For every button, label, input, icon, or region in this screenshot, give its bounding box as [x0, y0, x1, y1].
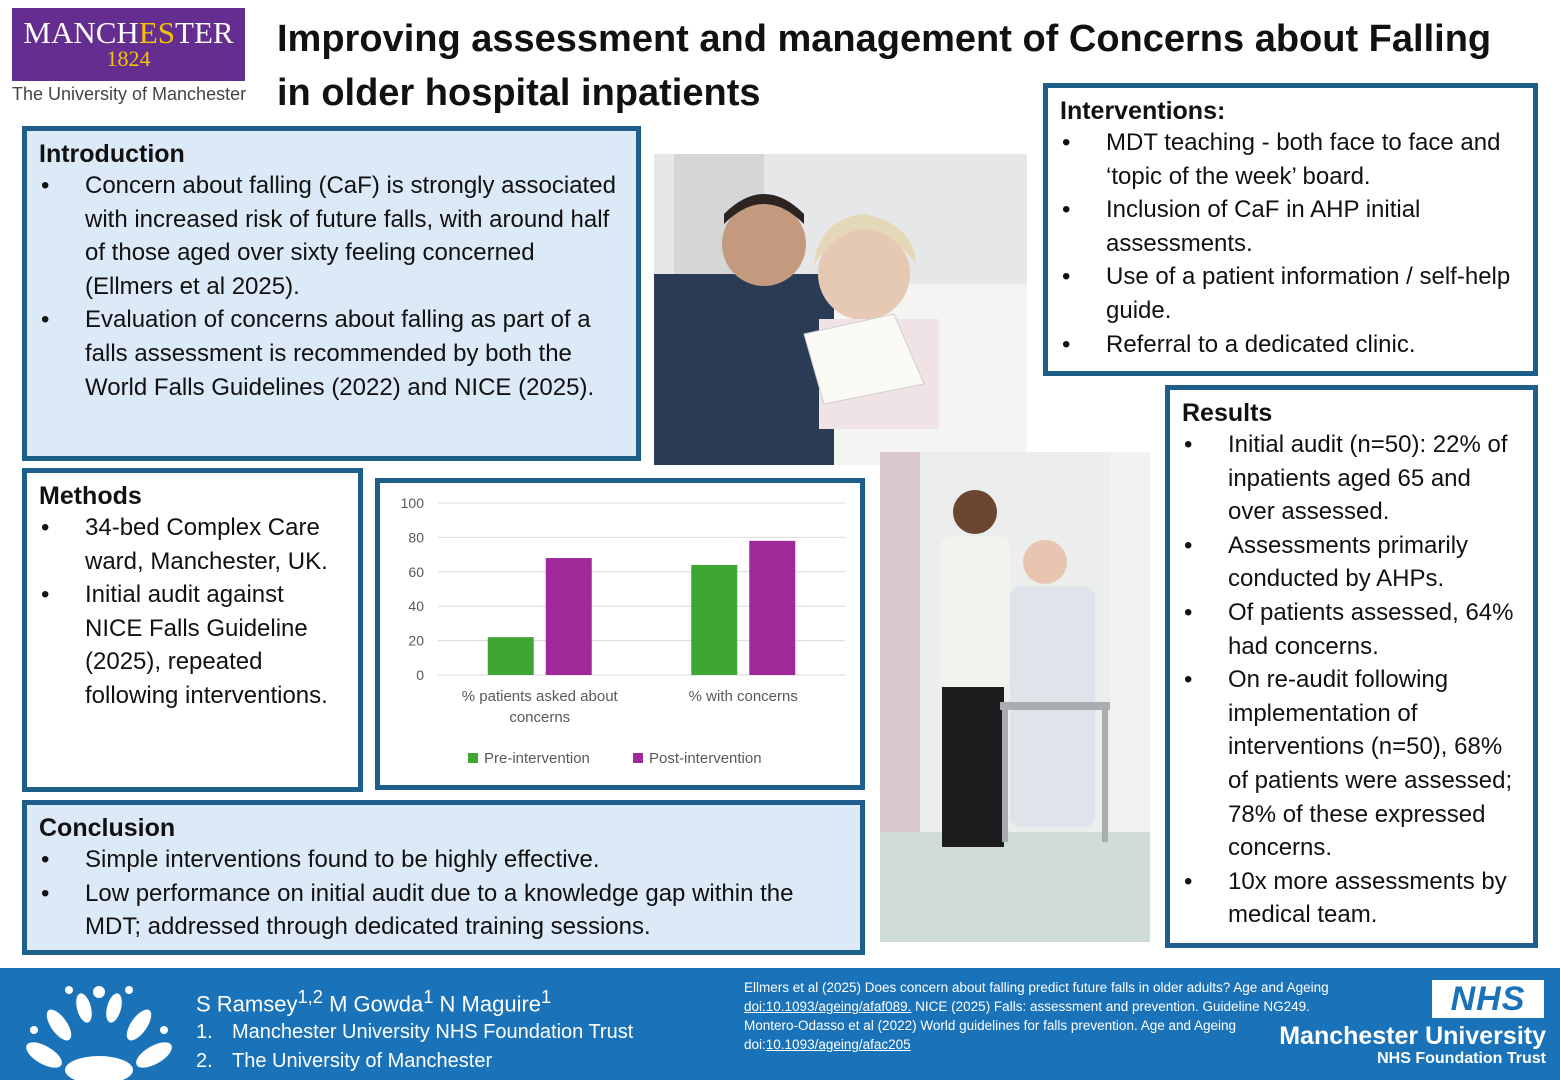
results-heading: Results: [1182, 399, 1273, 427]
conclusion-heading: Conclusion: [39, 814, 176, 842]
introduction-box: [22, 126, 641, 461]
x-category-label: concerns: [509, 709, 571, 726]
y-tick-label: 60: [408, 563, 424, 580]
author-names: S Ramsey$^{1,2}$ M Gowda$^1$ N Maguire$^1$: [196, 986, 552, 1017]
y-tick-label: 20: [408, 632, 424, 649]
bar-chart: [375, 478, 865, 790]
y-tick-label: 80: [408, 529, 424, 546]
y-tick-label: 100: [400, 495, 424, 511]
affiliation-1: 1. Manchester University NHS Foundation Trust: [196, 1021, 634, 1044]
interventions-bullet: • Use of a patient information / self-help guide.: [1060, 260, 1521, 327]
university-logo-name: MANCHESTER: [23, 15, 234, 50]
conclusion-box: [22, 800, 865, 955]
footer-bar: [0, 968, 1560, 1080]
legend-swatch: [468, 753, 478, 763]
interventions-bullet: • Inclusion of CaF in AHP initial assessments.: [1060, 193, 1521, 260]
references: Ellmers et al (2025) Does concern about falling predict future falls in older adults? Age and Ageing doi:10.1093/ageing/afaf089. NICE (2025) Falls: assessment and prevention. Guideline NG249. Montero-Odasso et al (2022) World guidelines for falls prevention. Age and Ageing doi:10.1093/ageing/afac205: [744, 980, 1329, 1052]
photo-patient-with-walking-frame: [880, 452, 1150, 942]
legend-swatch: [633, 753, 643, 763]
interventions-bullet: • Referral to a dedicated clinic.: [1060, 328, 1521, 362]
photo-doctor-with-patient: [654, 154, 1027, 465]
y-tick-label: 0: [416, 667, 424, 683]
interventions-box: [1043, 83, 1538, 376]
bar-post-intervention-2: [749, 541, 795, 675]
results-box: [1165, 385, 1538, 948]
introduction-bullet: • Evaluation of concerns about falling as part of a falls assessment is recommended by both the World Falls Guidelines (2022) and NICE (2025).: [39, 303, 624, 404]
conclusion-bullet: • Simple interventions found to be highly effective.: [39, 843, 848, 877]
trust-emblem-icon: [14, 970, 184, 1080]
results-bullet: • Of patients assessed, 64% had concerns.: [1182, 596, 1521, 663]
university-logo-subtitle: The University of Manchester: [12, 84, 247, 104]
methods-bullet: • Initial audit against NICE Falls Guideline (2025), repeated following interventions.: [39, 578, 346, 712]
trust-name: Manchester University NHS Foundation Trust: [1279, 1022, 1546, 1067]
bar-post-intervention-1: [546, 558, 592, 675]
interventions-heading: Interventions:: [1060, 97, 1226, 125]
results-bullet: • 10x more assessments by medical team.: [1182, 865, 1521, 932]
legend-label: Post-intervention: [649, 750, 762, 767]
bar-pre-intervention-1: [488, 637, 534, 675]
affiliation-2: 2. The University of Manchester: [196, 1050, 493, 1073]
results-bullet: • Assessments primarily conducted by AHPs.: [1182, 529, 1521, 596]
university-logo: [12, 8, 245, 81]
conclusion-bullet: • Low performance on initial audit due to a knowledge gap within the MDT; addressed through dedicated training sessions.: [39, 877, 848, 944]
results-bullet: • On re-audit following implementation of interventions (n=50), 68% of patients were assessed; 78% of these expressed concerns.: [1182, 663, 1521, 865]
x-category-label: % with concerns: [688, 688, 798, 705]
poster-title: Improving assessment and management of Concerns about Falling in older hospital inpatients: [277, 18, 1492, 114]
reference-link-2[interactable]: 10.1093/ageing/afac205: [765, 1037, 911, 1052]
x-category-label: % patients asked about: [461, 688, 618, 705]
author-block: [196, 982, 633, 1076]
interventions-bullet: • MDT teaching - both face to face and ‘topic of the week’ board.: [1060, 126, 1521, 193]
introduction-bullet: • Concern about falling (CaF) is strongly associated with increased risk of future falls, with around half of those aged over sixty feeling concerned (Ellmers et al 2025).: [39, 169, 624, 303]
bar-pre-intervention-2: [691, 565, 737, 675]
y-tick-label: 40: [408, 598, 424, 615]
results-bullet: • Initial audit (n=50): 22% of inpatients aged 65 and over assessed.: [1182, 428, 1521, 529]
bar-chart-svg: [380, 483, 860, 785]
introduction-heading: Introduction: [39, 140, 185, 168]
nhs-logo: NHS: [1432, 980, 1544, 1018]
reference-link-1[interactable]: doi:10.1093/ageing/afaf089.: [744, 999, 912, 1014]
methods-box: [22, 468, 363, 792]
university-logo-year: 1824: [106, 46, 151, 71]
methods-bullet: • 34-bed Complex Care ward, Manchester, UK.: [39, 511, 346, 578]
methods-heading: Methods: [39, 482, 142, 510]
legend-label: Pre-intervention: [484, 750, 590, 767]
